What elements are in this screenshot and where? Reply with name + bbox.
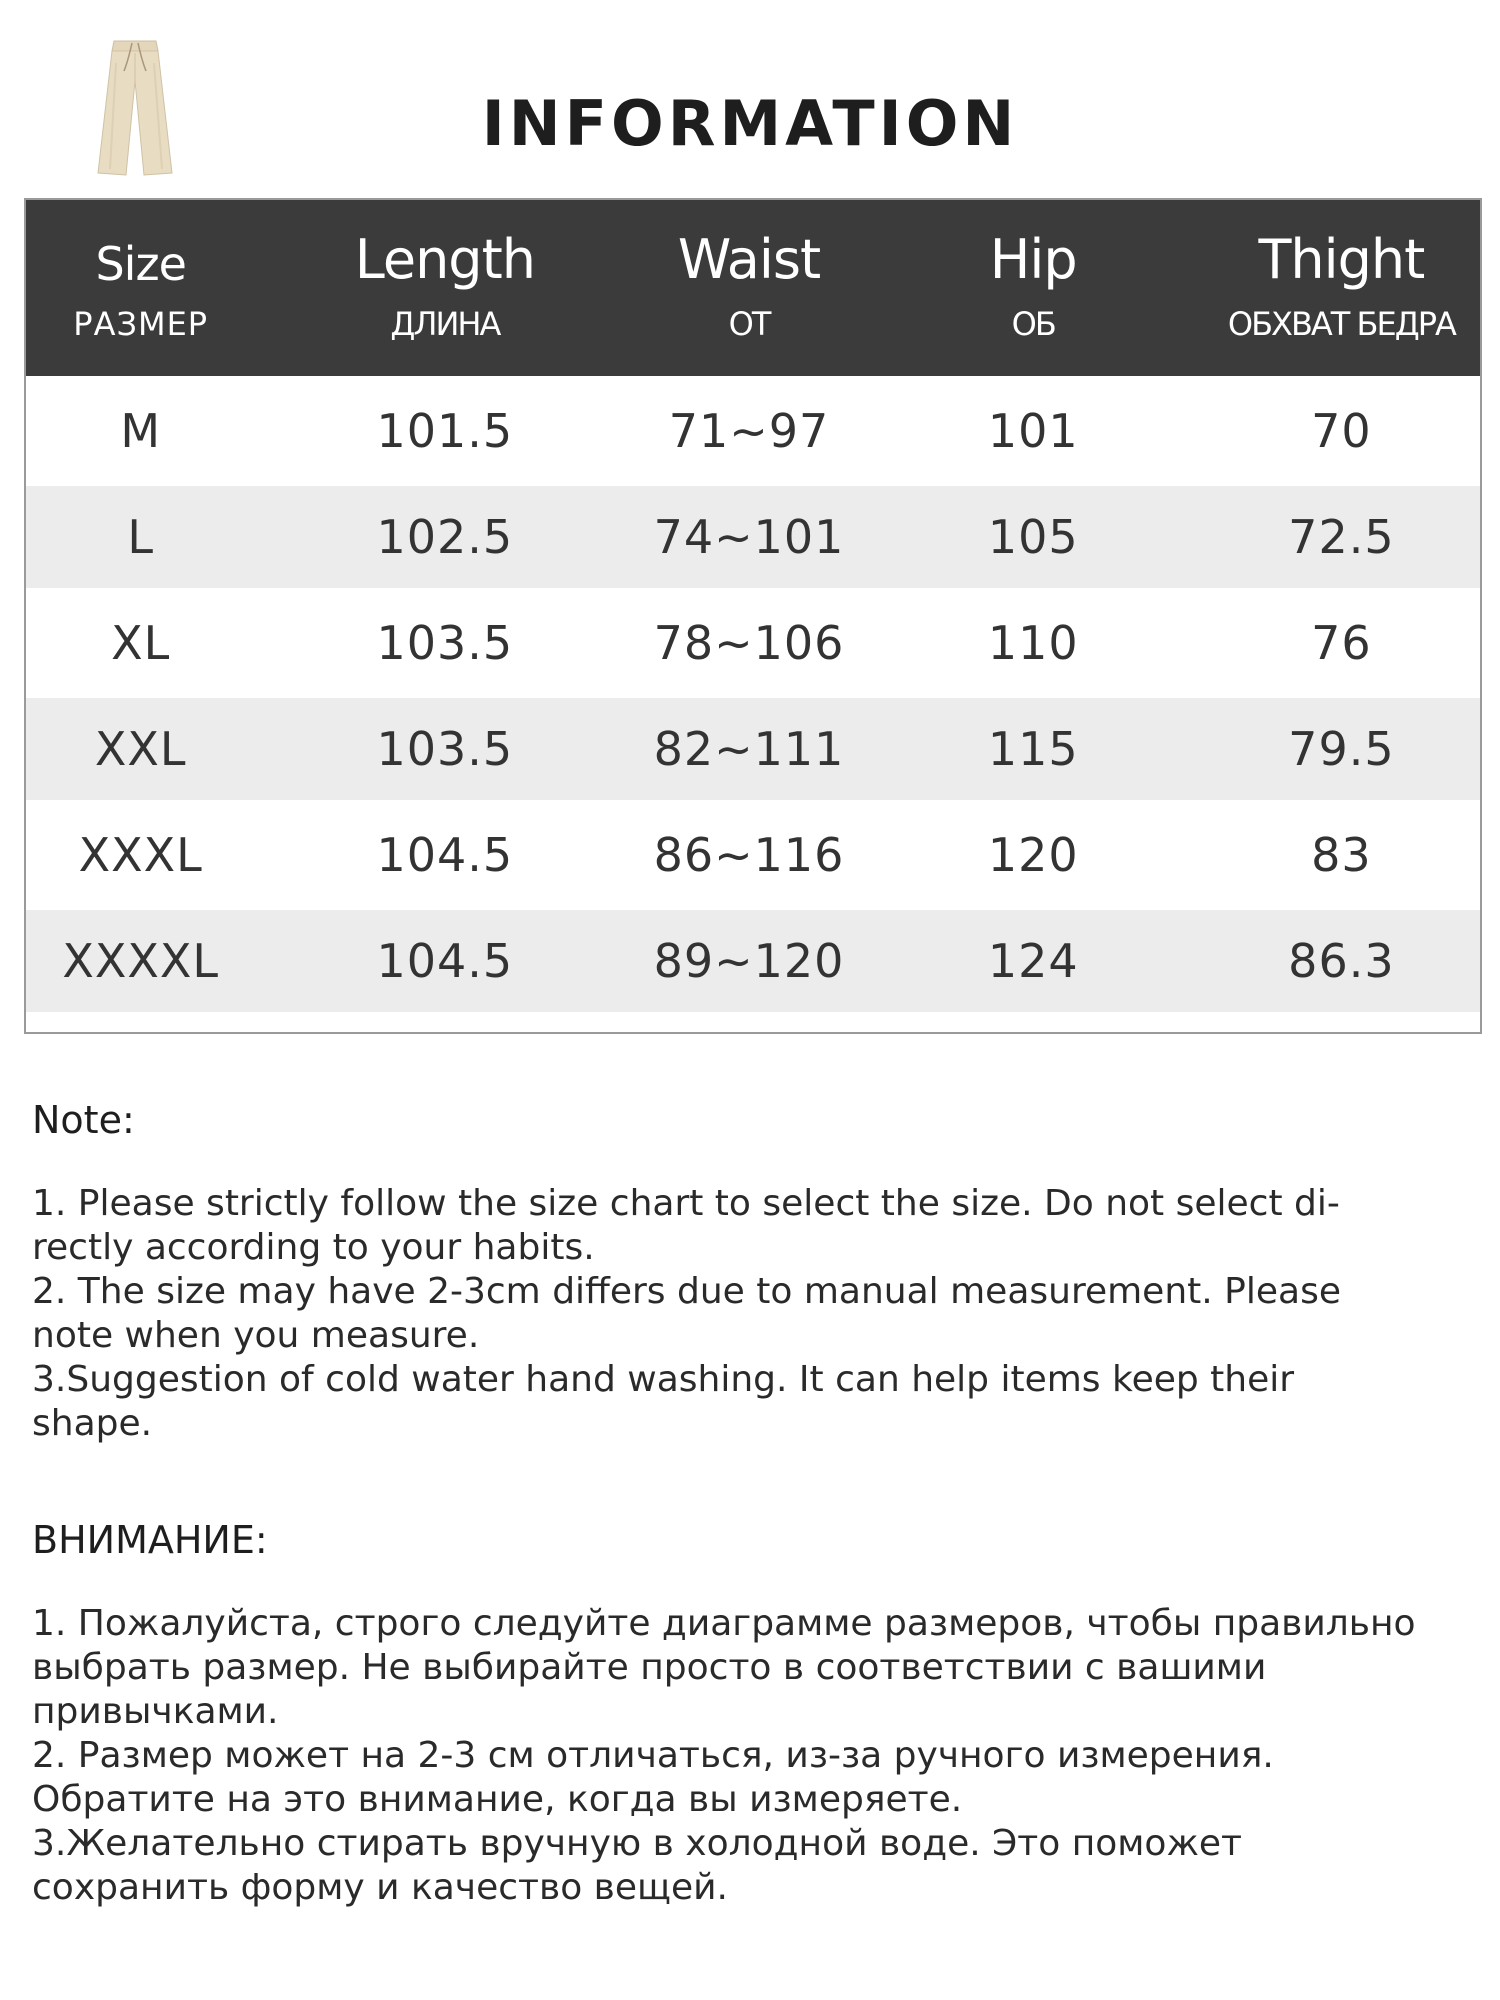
header-length-en: Length <box>354 228 535 291</box>
notes-russian <box>32 1516 1462 1910</box>
cell-thigh: 76 <box>1311 616 1372 670</box>
cell-size: XXXL <box>78 828 203 882</box>
cell-waist: 78~106 <box>653 616 845 670</box>
notes-line: выбрать размер. Не выбирайте просто в соответствии с вашими <box>32 1647 1267 1688</box>
cell-length: 104.5 <box>376 934 514 988</box>
header-length <box>255 200 634 376</box>
cell-size: L <box>127 510 154 564</box>
table-row <box>26 588 1480 698</box>
cell-waist: 89~120 <box>653 934 845 988</box>
header-thigh <box>1203 200 1480 376</box>
notes-line: 2. Размер может на 2-3 см отличаться, из-за ручного измерения. <box>32 1735 1274 1776</box>
table-row <box>26 486 1480 588</box>
notes-line: shape. <box>32 1403 153 1444</box>
notes-line: 2. The size may have 2-3cm differs due to manual measurement. Please <box>32 1271 1341 1312</box>
cell-thigh: 70 <box>1311 404 1372 458</box>
cell-hip: 115 <box>987 722 1079 776</box>
notes-line: 3.Желательно стирать вручную в холодной воде. Это поможет <box>32 1823 1242 1864</box>
notes-english <box>32 1096 1462 1446</box>
cell-size: XXXXL <box>62 934 220 988</box>
notes-line: 3.Suggestion of cold water hand washing. It can help items keep their <box>32 1359 1295 1400</box>
header-thigh-en: Thight <box>1258 228 1425 291</box>
cell-waist: 74~101 <box>653 510 845 564</box>
table-row <box>26 376 1480 486</box>
cell-hip: 110 <box>987 616 1079 670</box>
size-table <box>24 198 1482 1034</box>
header-waist-en: Waist <box>677 228 821 291</box>
notes-line: 1. Пожалуйста, строго следуйте диаграмме размеров, чтобы правильно <box>32 1603 1416 1644</box>
notes-heading: ВНИМАНИЕ: <box>32 1518 268 1562</box>
cell-length: 104.5 <box>376 828 514 882</box>
cell-size: M <box>120 404 162 458</box>
header-size-en: Size <box>95 237 186 291</box>
header-hip <box>864 200 1203 376</box>
notes-line: сохранить форму и качество вещей. <box>32 1867 728 1908</box>
cell-thigh: 72.5 <box>1288 510 1395 564</box>
cell-length: 102.5 <box>376 510 514 564</box>
notes-line: 1. Please strictly follow the size chart to select the size. Do not select di- <box>32 1183 1340 1224</box>
notes-line: note when you measure. <box>32 1315 480 1356</box>
header-size <box>26 200 255 376</box>
cell-length: 101.5 <box>376 404 514 458</box>
table-row <box>26 698 1480 800</box>
header-size-ru: РАЗМЕР <box>73 305 209 343</box>
header-length-ru: ДЛИНА <box>390 305 500 343</box>
cell-hip: 124 <box>987 934 1079 988</box>
table-row <box>26 800 1480 910</box>
cell-thigh: 83 <box>1311 828 1372 882</box>
cell-thigh: 79.5 <box>1288 722 1395 776</box>
notes-line: Обратите на это внимание, когда вы измеряете. <box>32 1779 963 1820</box>
header-hip-ru: ОБ <box>1011 305 1055 343</box>
cell-hip: 101 <box>987 404 1079 458</box>
cell-waist: 86~116 <box>653 828 845 882</box>
cell-size: XXL <box>94 722 187 776</box>
cell-hip: 120 <box>987 828 1079 882</box>
cell-thigh: 86.3 <box>1288 934 1395 988</box>
page-title: INFORMATION <box>481 87 1019 160</box>
cell-waist: 82~111 <box>653 722 845 776</box>
notes-line: привычками. <box>32 1691 279 1732</box>
cell-length: 103.5 <box>376 722 514 776</box>
notes-heading: Note: <box>32 1098 135 1142</box>
table-header <box>26 200 1480 376</box>
cell-size: XL <box>111 616 171 670</box>
notes-line: rectly according to your habits. <box>32 1227 595 1268</box>
cell-hip: 105 <box>987 510 1079 564</box>
cell-length: 103.5 <box>376 616 514 670</box>
table-row <box>26 910 1480 1012</box>
header-thigh-ru: ОБХВАТ БЕДРА <box>1227 305 1455 343</box>
cell-waist: 71~97 <box>668 404 830 458</box>
header-waist-ru: ОТ <box>728 305 770 343</box>
header-waist <box>634 200 863 376</box>
header-hip-en: Hip <box>989 228 1077 291</box>
